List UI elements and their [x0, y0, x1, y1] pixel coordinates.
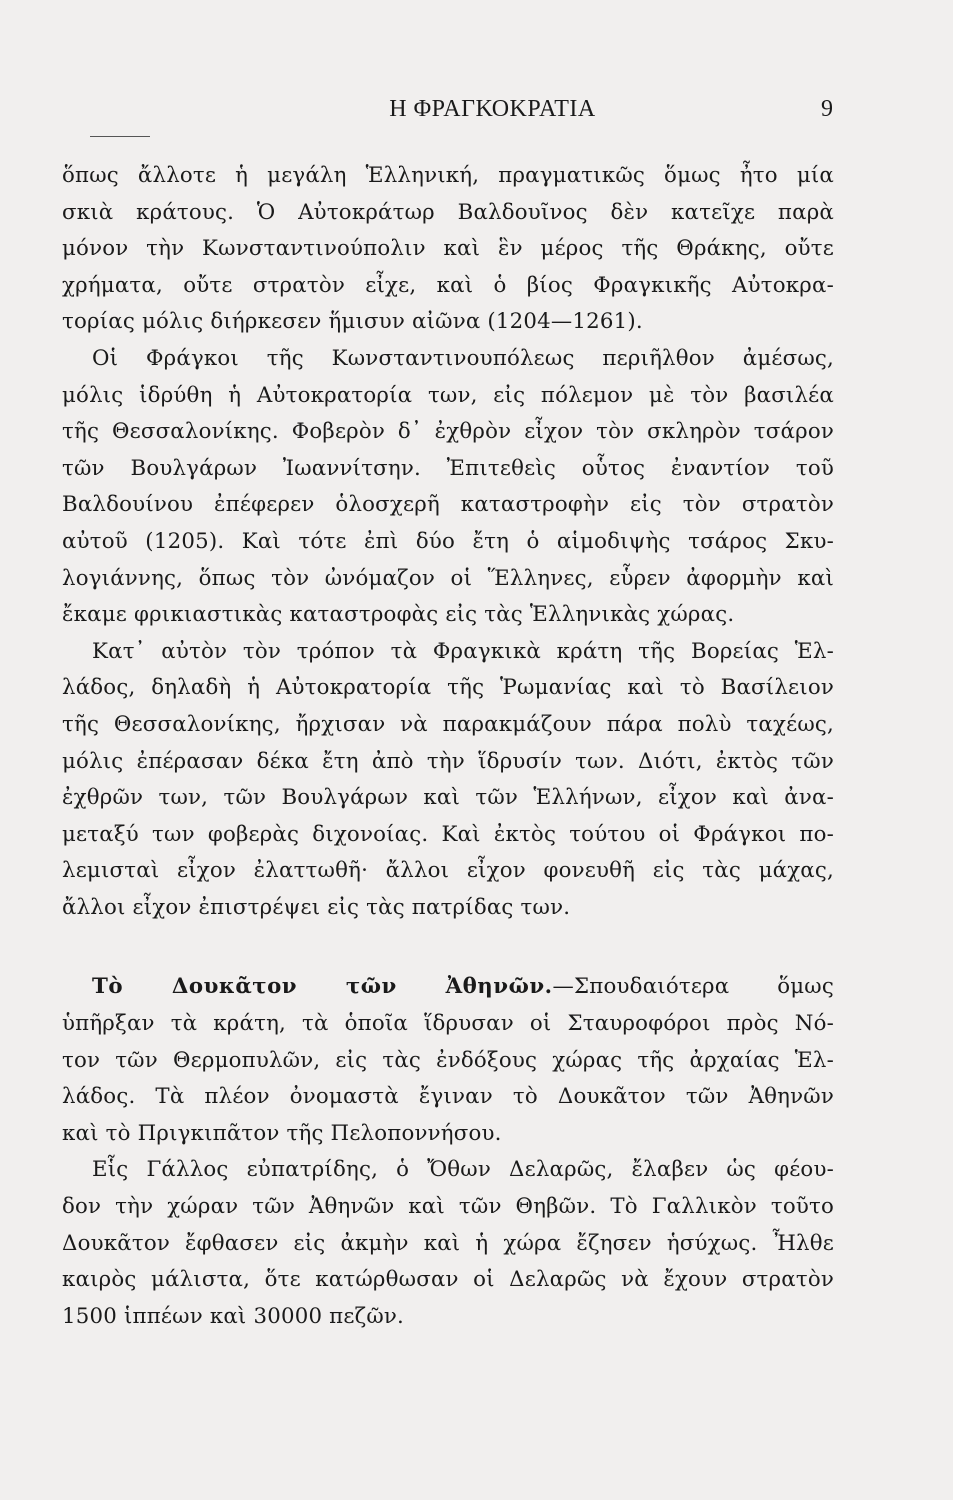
section-heading-line — [62, 969, 834, 1006]
text-line: δον τὴν χώραν τῶν Ἀθηνῶν καὶ τῶν Θηβῶν. Τὸ Γαλλικὸν τοῦτο — [62, 1194, 834, 1220]
text-line: ἐχθρῶν των, τῶν Βουλγάρων καὶ τῶν Ἑλλήνων, εἶχον καὶ ἀνα- — [62, 785, 834, 811]
text-line: μόλις ἐπέρασαν δέκα ἔτη ἀπὸ τὴν ἵδρυσίν των. Διότι, ἐκτὸς τῶν — [62, 748, 834, 774]
text-line: τῆς Θεσσαλονίκης. Φοβερὸν δ᾽ ἐχθρὸν εἶχον τὸν σκληρὸν τσάρον — [62, 419, 834, 445]
body-text — [62, 158, 834, 1335]
text-line: χρήματα, οὔτε στρατὸν εἶχε, καὶ ὁ βίος Φραγκικῆς Αὐτοκρα- — [62, 272, 834, 298]
text-line: ὅπως ἄλλοτε ἡ μεγάλη Ἑλληνική, πραγματικῶς ὅμως ἦτο μία — [62, 163, 834, 188]
text-line: Εἷς Γάλλος εὐπατρίδης, ὁ Ὄθων Δελαρῶς, ἔλαβεν ὡς φέου- — [92, 1157, 834, 1183]
section-heading: Τὸ Δουκᾶτον τῶν Ἀθηνῶν. — [92, 974, 553, 1000]
text-line: μόλις ἱδρύθη ἡ Αὐτοκρατορία των, εἰς πόλεμον μὲ τὸν βασιλέα — [62, 382, 834, 408]
text-line: Κατ᾽ αὐτὸν τὸν τρόπον τὰ Φραγκικὰ κράτη τῆς Βορείας Ἑλ- — [92, 638, 834, 664]
text-line: 1500 ἱππέων καὶ 30000 πεζῶν. — [62, 1303, 405, 1329]
text-line: λεμισταὶ εἶχον ἐλαττωθῆ· ἄλλοι εἶχον φονευθῆ εἰς τὰς μάχας, — [62, 858, 834, 884]
text-line: τον τῶν Θερμοπυλῶν, εἰς τὰς ἐνδόξους χώρας τῆς ἀρχαίας Ἑλ- — [62, 1047, 834, 1073]
section-heading-continuation: —Σπουδαιότερα ὅμως — [552, 974, 834, 1000]
text-line: λάδος. Τὰ πλέον ὀνομαστὰ ἔγιναν τὸ Δουκᾶτον τῶν Ἀθηνῶν — [62, 1084, 834, 1110]
page-number: 9 — [821, 96, 833, 122]
text-line: Οἱ Φράγκοι τῆς Κωνσταντινουπόλεως περιῆλθον ἀμέσως, — [92, 345, 834, 371]
page-header — [62, 96, 833, 128]
text-line: ἔκαμε φρικιαστικὰς καταστροφὰς εἰς τὰς Ἑλληνικὰς χώρας. — [62, 602, 735, 628]
text-line: τῆς Θεσσαλονίκης, ἤρχισαν νὰ παρακμάζουν πάρα πολὺ ταχέως, — [62, 711, 834, 737]
section-gap — [62, 926, 834, 969]
text-line: αὐτοῦ (1205). Καὶ τότε ἐπὶ δύο ἔτη ὁ αἱμοδιψὴς τσάρος Σκυ- — [62, 528, 834, 554]
text-line: λογιάννης, ὅπως τὸν ὠνόμαζον οἱ Ἕλληνες, εὗρεν ἀφορμὴν καὶ — [62, 565, 834, 591]
running-title: Η ΦΡΑΓΚΟΚΡΑΤΙΑ — [389, 96, 596, 122]
text-line: καὶ τὸ Πριγκιπᾶτον τῆς Πελοποννήσου. — [62, 1120, 502, 1146]
text-line: καιρὸς μάλιστα, ὅτε κατώρθωσαν οἱ Δελαρῶς νὰ ἔχουν στρατὸν — [62, 1267, 834, 1293]
text-line: Δουκᾶτον ἔφθασεν εἰς ἀκμὴν καὶ ἡ χώρα ἔζησεν ἡσύχως. Ἦλθε — [62, 1230, 834, 1256]
text-line: ἄλλοι εἶχον ἐπιστρέψει εἰς τὰς πατρίδας των. — [62, 894, 571, 920]
text-line: τῶν Βουλγάρων Ἰωαννίτσην. Ἐπιτεθεὶς οὗτος ἐναντίον τοῦ — [62, 455, 834, 481]
text-line: ὑπῆρξαν τὰ κράτη, τὰ ὁποῖα ἵδρυσαν οἱ Σταυροφόροι πρὸς Νό- — [62, 1011, 834, 1037]
text-line: σκιὰ κράτους. Ὁ Αὐτοκράτωρ Βαλδουῖνος δὲν κατεῖχε παρὰ — [62, 199, 834, 225]
header-rule — [90, 136, 150, 137]
text-line: λάδος, δηλαδὴ ἡ Αὐτοκρατορία τῆς Ῥωμανίας καὶ τὸ Βασίλειον — [62, 675, 834, 701]
text-line: τορίας μόλις διήρκεσεν ἥμισυν αἰῶνα (1204—1261). — [62, 309, 643, 335]
text-line: Βαλδουίνου ἐπέφερεν ὁλοσχερῆ καταστροφὴν εἰς τὸν στρατὸν — [62, 492, 834, 518]
text-line: μόνον τὴν Κωνσταντινούπολιν καὶ ἓν μέρος τῆς Θράκης, οὔτε — [62, 236, 834, 262]
text-line: μεταξύ των φοβερὰς διχονοίας. Καὶ ἐκτὸς τούτου οἱ Φράγκοι πο- — [62, 821, 834, 847]
